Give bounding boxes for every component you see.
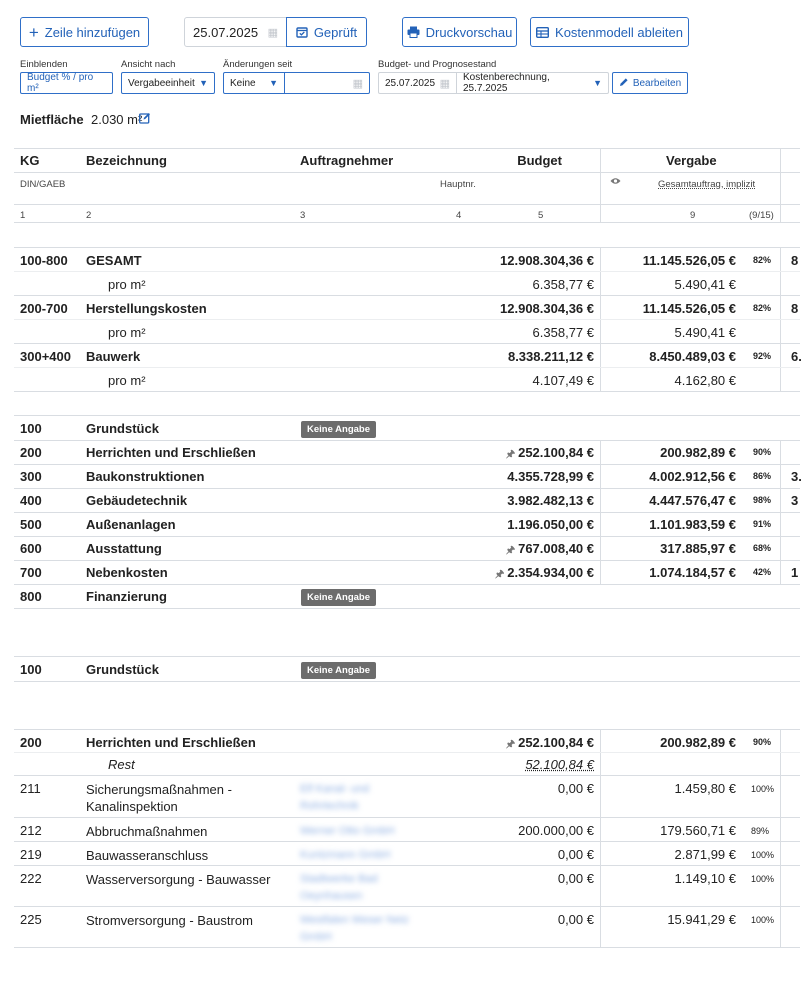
group-vergabe: 200.982,89 € (660, 445, 736, 460)
per-sqm-vergabe: 4.162,80 € (674, 373, 736, 388)
summary-kg: 200-700 (20, 301, 68, 316)
pencil-icon (619, 77, 629, 90)
group-clipped-value: 1 (791, 565, 799, 580)
summary-clipped-value: 8 (791, 253, 799, 268)
per-sqm-label: pro m² (108, 277, 146, 292)
rental-area-label: Mietfläche (20, 112, 84, 127)
add-row-button[interactable] (20, 17, 149, 47)
col-index-4: 4 (456, 210, 462, 221)
group-kg: 600 (20, 541, 42, 556)
item-budget: 0,00 € (557, 871, 594, 886)
changes-value: Keine (230, 77, 256, 89)
checked-button[interactable] (286, 17, 367, 47)
chevron-down-icon: ▼ (199, 78, 208, 88)
group-vergabe: 1.074.184,57 € (649, 565, 736, 580)
per-sqm-budget: 6.358,77 € (532, 325, 594, 340)
summary-clipped-value: 6. (791, 349, 802, 364)
item-budget: 0,00 € (557, 847, 594, 862)
plus-icon: + (28, 22, 39, 42)
calendar-icon: ▦ (267, 26, 278, 39)
pin-icon: 🖈 (505, 545, 516, 556)
group-vergabe: 317.885,97 € (660, 541, 736, 556)
chevron-down-icon: ▼ (593, 78, 602, 88)
col-index-1: 1 (20, 210, 26, 221)
chevron-down-icon: ▼ (269, 78, 278, 88)
col-vergabe-header: Vergabe (666, 153, 717, 168)
item-budget: 0,00 € (557, 781, 594, 796)
group-budget-value: 252.100,84 € (518, 445, 594, 460)
item-name: Sicherungsmaßnahmen - (86, 782, 232, 797)
din-gaeb-label: DIN/GAEB (20, 179, 66, 190)
checked-label: Geprüft (313, 24, 358, 40)
changes-select[interactable] (223, 72, 285, 94)
group-vergabe: 1.101.983,59 € (649, 517, 736, 532)
contractor-link-line2[interactable]: Rohrtechnik (300, 800, 359, 812)
contractor-link[interactable]: Westfalen Weser Netz (300, 914, 410, 926)
printer-icon (407, 26, 420, 38)
section100-badge: Keine Angabe (301, 662, 376, 679)
edit-area-icon[interactable] (139, 112, 151, 127)
contractor-link[interactable]: Stadtwerke Bad (300, 873, 378, 885)
group-kg: 300 (20, 469, 42, 484)
item-kg: 212 (20, 823, 42, 838)
group-pct: 91% (753, 519, 772, 529)
forecast-date-field[interactable] (378, 72, 457, 94)
per-sqm-label: pro m² (108, 325, 146, 340)
group-budget-value: 3.982.482,13 € (507, 493, 594, 508)
section200-budget-value: 252.100,84 € (518, 735, 594, 750)
group-kg: 100 (20, 421, 42, 436)
gesamtauftrag-label[interactable]: Gesamtauftrag, implizit (658, 179, 756, 190)
item-name-line2: Kanalinspektion (86, 799, 178, 814)
summary-budget: 12.908.304,36 € (500, 253, 594, 268)
summary-budget: 8.338.211,12 € (507, 349, 594, 364)
group-budget-value: 4.355.728,99 € (507, 469, 594, 484)
edit-button[interactable] (612, 72, 688, 94)
contractor-link-line2[interactable]: GmbH (300, 931, 332, 943)
group-vergabe: 4.447.576,47 € (649, 493, 736, 508)
rest-label: Rest (108, 757, 135, 772)
item-pct: 100% (751, 850, 775, 860)
summary-pct: 82% (753, 303, 772, 313)
summary-clipped-value: 8 (791, 301, 799, 316)
summary-kg: 300+400 (20, 349, 71, 364)
changes-label: Änderungen seit (223, 59, 293, 70)
derive-cost-model-button[interactable] (530, 17, 689, 47)
no-data-badge: Keine Angabe (301, 421, 376, 438)
contractor-link-line2[interactable]: Oeynhausen (300, 890, 363, 902)
forecast-value: Kostenberechnung, 25.7.2025 (463, 72, 550, 94)
summary-pct: 82% (753, 255, 772, 265)
summary-pct: 92% (753, 351, 772, 361)
group-name: Gebäudetechnik (86, 493, 188, 508)
item-vergabe: 2.871,99 € (674, 847, 736, 862)
group-budget (506, 445, 594, 464)
summary-name: Bauwerk (86, 349, 141, 364)
group-kg: 500 (20, 517, 42, 532)
pin-icon: 🖈 (495, 569, 505, 580)
item-vergabe: 1.459,80 € (674, 781, 736, 796)
group-kg: 400 (20, 493, 42, 508)
print-preview-button[interactable] (402, 17, 517, 47)
group-vergabe: 4.002.912,56 € (649, 469, 736, 484)
forecast-date-value: 25.07.2025 (385, 77, 436, 89)
col-index-9: 9 (690, 210, 696, 221)
date-value: 25.07.2025 (193, 24, 259, 40)
group-name: Außenanlagen (86, 517, 176, 532)
col-budget-header: Budget (517, 153, 562, 168)
forecast-label: Budget- und Prognosestand (378, 59, 497, 70)
group-pct: 42% (753, 567, 772, 577)
item-vergabe: 179.560,71 € (660, 823, 736, 838)
item-name: Stromversorgung - Baustrom (86, 913, 253, 928)
per-sqm-vergabe: 5.490,41 € (674, 277, 736, 292)
group-name: Finanzierung (86, 589, 167, 604)
view-value: Vergabeeinheit (128, 77, 195, 89)
rental-area-value: 2.030 m² (91, 112, 143, 127)
item-pct: 100% (751, 874, 775, 884)
group-pct: 90% (753, 447, 772, 457)
add-row-label: Zeile hinzufügen (44, 24, 141, 40)
derive-cost-model-label: Kostenmodell ableiten (555, 24, 683, 40)
col-index-2: 2 (86, 210, 92, 221)
item-budget: 200.000,00 € (518, 823, 594, 838)
no-data-badge: Keine Angabe (301, 589, 376, 606)
group-kg: 200 (20, 445, 42, 460)
col-kg-header: KG (20, 153, 40, 168)
summary-vergabe: 11.145.526,05 € (642, 301, 736, 316)
show-value: Budget % / pro m² (27, 72, 94, 94)
item-kg: 222 (20, 871, 42, 886)
section200-vergabe: 200.982,89 € (660, 735, 736, 750)
group-budget (495, 565, 594, 584)
group-budget (507, 493, 594, 508)
section200-name: Herrichten und Erschließen (86, 735, 256, 750)
col-bezeichnung-header: Bezeichnung (86, 153, 167, 168)
per-sqm-budget: 6.358,77 € (532, 277, 594, 292)
section200-pct: 90% (753, 737, 772, 747)
calendar-check-icon (296, 26, 308, 38)
group-budget (506, 541, 594, 560)
col-index-5: 5 (538, 210, 544, 221)
item-kg: 211 (20, 781, 41, 796)
group-pct: 86% (753, 471, 772, 481)
summary-name: GESAMT (86, 253, 142, 268)
section100-name: Grundstück (86, 662, 159, 677)
summary-vergabe: 11.145.526,05 € (642, 253, 736, 268)
per-sqm-budget: 4.107,49 € (532, 373, 594, 388)
col-index-3: 3 (300, 210, 306, 221)
group-name: Baukonstruktionen (86, 469, 205, 484)
pin-icon: 🖈 (505, 449, 516, 460)
pin-icon: 🖈 (505, 739, 516, 750)
print-preview-label: Druckvorschau (425, 24, 513, 40)
group-budget-value: 2.354.934,00 € (507, 565, 594, 580)
view-label: Ansicht nach (121, 59, 176, 70)
hauptnr-label: Hauptnr. (440, 179, 476, 190)
section100-kg: 100 (20, 662, 42, 677)
col-auftragnehmer-header: Auftragnehmer (300, 153, 394, 168)
item-name: Abbruchmaßnahmen (86, 824, 208, 839)
item-kg: 219 (20, 847, 42, 862)
calendar-icon: ▦ (352, 77, 363, 90)
group-kg: 800 (20, 589, 42, 604)
edit-label: Bearbeiten (632, 77, 682, 89)
item-pct: 100% (751, 915, 775, 925)
item-vergabe: 15.941,29 € (667, 912, 736, 927)
group-name: Ausstattung (86, 541, 162, 556)
show-select[interactable] (20, 72, 113, 94)
forecast-select[interactable] (456, 72, 609, 94)
changes-date-field[interactable] (284, 72, 370, 94)
group-name: Nebenkosten (86, 565, 168, 580)
summary-budget: 12.908.304,36 € (500, 301, 594, 316)
summary-vergabe: 8.450.489,03 € (649, 349, 736, 364)
date-field[interactable] (184, 17, 287, 47)
rest-value: 52.100,84 € (525, 757, 594, 772)
per-sqm-vergabe: 5.490,41 € (674, 325, 736, 340)
calendar-icon: ▦ (439, 77, 450, 90)
item-pct: 89% (751, 826, 770, 836)
contractor-link[interactable]: Elf Kanal- und (300, 783, 370, 795)
table-icon (536, 27, 549, 38)
item-vergabe: 1.149,10 € (674, 871, 736, 886)
item-budget: 0,00 € (557, 912, 594, 927)
group-clipped-value: 3 (791, 493, 799, 508)
summary-name: Herstellungskosten (86, 301, 207, 316)
view-select[interactable] (121, 72, 215, 94)
item-pct: 100% (751, 784, 775, 794)
group-budget-value: 767.008,40 € (518, 541, 594, 556)
per-sqm-label: pro m² (108, 373, 146, 388)
group-name: Grundstück (86, 421, 159, 436)
eye-icon[interactable] (610, 177, 621, 188)
group-budget-value: 1.196.050,00 € (507, 517, 594, 532)
item-name: Wasserversorgung - Bauwasser (86, 872, 271, 887)
contractor-link[interactable]: Werner Otto GmbH (300, 825, 395, 837)
item-kg: 225 (20, 912, 42, 927)
group-budget (507, 517, 594, 532)
group-kg: 700 (20, 565, 42, 580)
group-budget (507, 469, 594, 484)
section200-kg: 200 (20, 735, 42, 750)
group-pct: 98% (753, 495, 772, 505)
summary-kg: 100-800 (20, 253, 68, 268)
contractor-link[interactable]: Kuntzmann GmbH (300, 849, 391, 861)
show-label: Einblenden (20, 59, 68, 70)
item-name: Bauwasseranschluss (86, 848, 209, 863)
group-name: Herrichten und Erschließen (86, 445, 256, 460)
group-pct: 68% (753, 543, 772, 553)
group-clipped-value: 3. (791, 469, 802, 484)
col-index-9-15: (9/15) (749, 210, 774, 221)
